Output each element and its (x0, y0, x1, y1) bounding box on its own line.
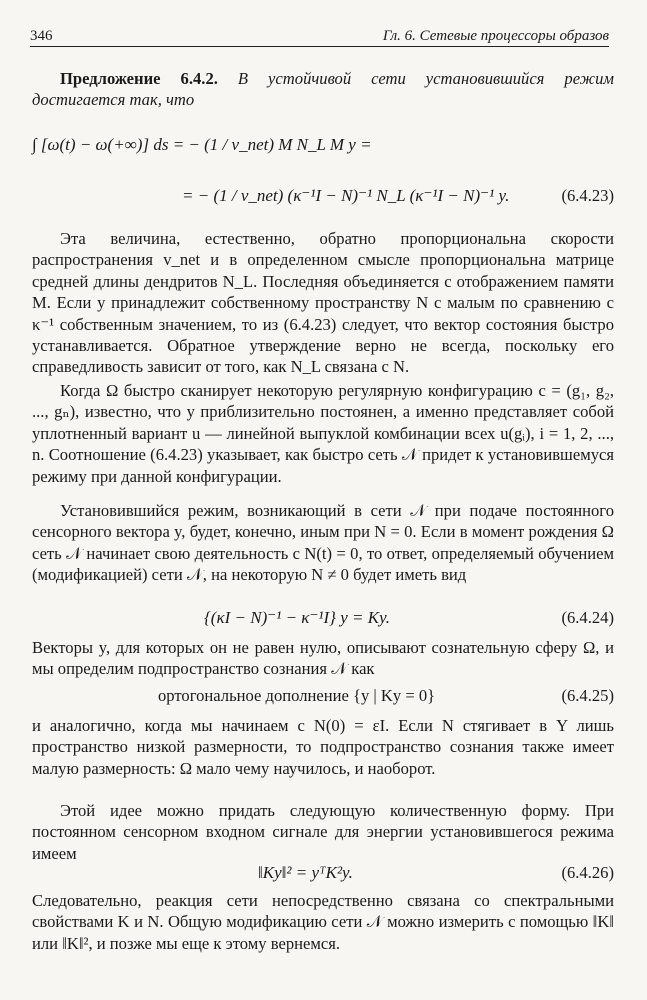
equation-text: = − (1 / v_net) (κ⁻¹I − N)⁻¹ N_L (κ⁻¹I − N)⁻¹ y. (182, 186, 510, 205)
equation-6-4-25 (32, 685, 614, 709)
paragraph-3 (32, 500, 614, 586)
equation-text: {(κI − N)⁻¹ − κ⁻¹I} y = Ky. (204, 608, 390, 627)
equation-number: (6.4.25) (561, 686, 614, 705)
equation-6-4-23-line1 (32, 122, 614, 172)
equation-number: (6.4.24) (561, 608, 614, 627)
proposition-statement: В устойчивой сети установившийся режим достигается так, что (32, 69, 614, 110)
paragraph-text: Этой идее можно придать следующую количественную форму. При постоянном сенсорном входном сигнале для энергии установившегося режима имеем (32, 801, 614, 863)
paragraph-6 (32, 800, 614, 864)
paragraph-text: Когда Ω быстро сканирует некоторую регулярную конфигурацию c = (g₁, g₂, ..., gₙ), известно, что y приблизительно постоянен, а именно представляет собой уплотненный вариант u — линейной выпуклой комбинации всех u(gᵢ), i = 1, 2, ..., n. Соотношение (6.4.23) указывает, как быстро сеть 𝒩 придет к установившемуся режиму при данной конфигурации. (32, 381, 614, 486)
paragraph-text: Эта величина, естественно, обратно пропорциональна скорости распространения v_net и в определенном смысле пропорциональна матрице средней длины дендритов N_L. Последняя объединяется с отображением памяти M. Если y принадлежит собственному пространству N с малым по сравнению с κ⁻¹ собственным значением, то из (6.4.23) следует, что вектор состояния быстро устанавливается. Обратное утверждение верно не всегда, поскольку его справедливость зависит от того, как N_L связана с N. (32, 229, 614, 377)
equation-text: ортогональное дополнение {y | Ky = 0} (158, 686, 436, 705)
equation-number: (6.4.23) (561, 186, 614, 205)
proposition-label: Предложение 6.4.2. (60, 69, 218, 88)
paragraph-1 (32, 228, 614, 378)
paragraph-text: Векторы y, для которых он не равен нулю, описывают сознательную сферу Ω, и мы определим подпространство сознания 𝒩 как (32, 638, 614, 679)
page-header (30, 22, 609, 47)
paragraph-text: Установившийся режим, возникающий в сети 𝒩 при подаче постоянного сенсорного вектора y, будет, конечно, иным при N = 0. Если в момент рождения Ω сеть 𝒩 начинает свою деятельность с N(t) = 0, то ответ, определяемый обучением (модификацией) сети 𝒩, на некоторую N ≠ 0 будет иметь вид (32, 501, 614, 585)
page-number: 346 (30, 28, 53, 44)
equation-text: ‖Ky‖² = yᵀK²y. (258, 863, 353, 882)
paragraph-7 (32, 890, 614, 954)
paragraph-2 (32, 380, 614, 487)
paragraph-text: Следовательно, реакция сети непосредственно связана со спектральными свойствами K и N. Общую модификацию сети 𝒩 можно измерить с помощью ‖K‖ или ‖K‖², и позже мы еще к этому вернемся. (32, 891, 614, 953)
equation-6-4-26 (32, 862, 614, 886)
equation-6-4-24 (32, 607, 614, 631)
running-title: Гл. 6. Сетевые процессоры образов (382, 28, 609, 44)
paragraph-4 (32, 637, 614, 680)
equation-6-4-23-line2 (32, 185, 614, 215)
paragraph-text: и аналогично, когда мы начинаем с N(0) = εI. Если N стягивает в Y лишь пространство низкой размерности, то подпространство сознания также имеет малую размерность: Ω мало чему научилось, и наоборот. (32, 716, 614, 778)
equation-number: (6.4.26) (561, 863, 614, 882)
equation-text: ∫ [ω(t) − ω(+∞)] ds = − (1 / v_net) M N_L M y = (32, 135, 372, 154)
paragraph-5 (32, 715, 614, 779)
proposition (32, 68, 614, 111)
